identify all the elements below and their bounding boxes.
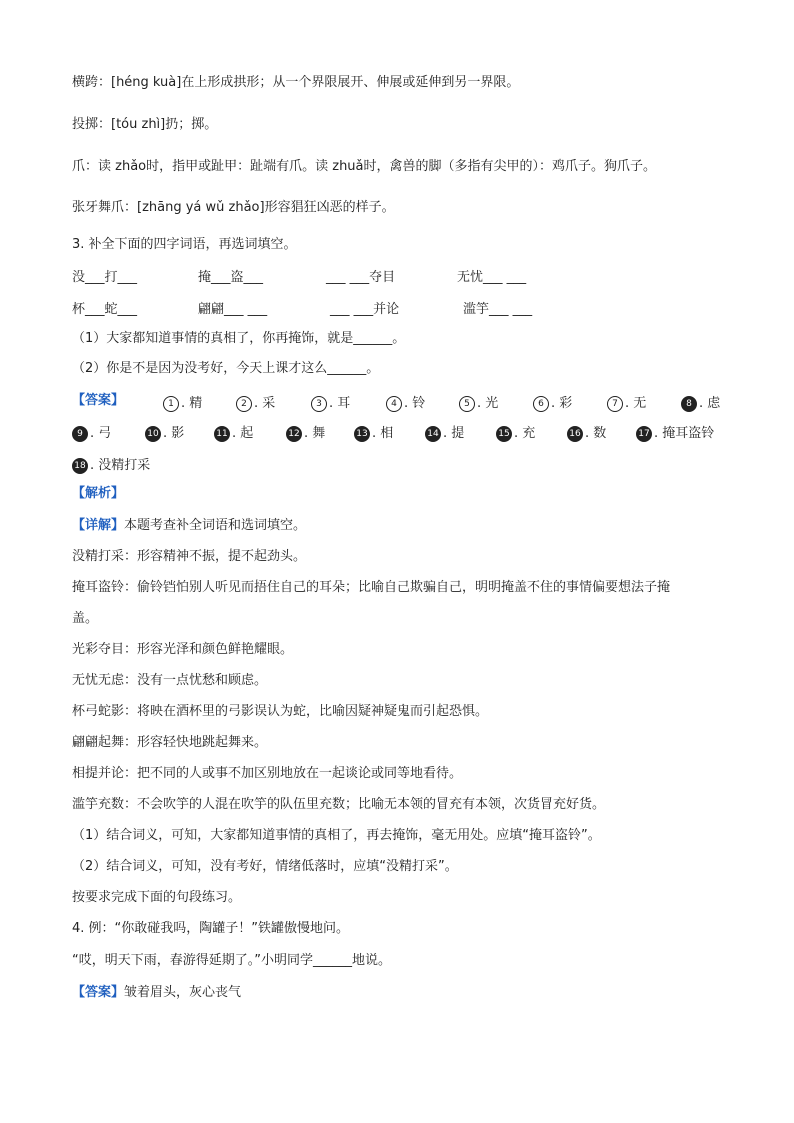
answer-item: 18 . 没精打采 <box>72 454 150 474</box>
answer-item: 13 . 相 <box>354 422 393 442</box>
answer-line <box>72 984 241 1002</box>
word-blank: 没___打___ <box>72 270 138 285</box>
question-title: 3. 补全下面的四字词语，再选词填空。 <box>72 237 297 252</box>
answer-item: 9 . 弓 <box>72 422 111 442</box>
question-line: “哎，明天下雨，春游得延期了。”小明同学______地说。 <box>72 953 391 968</box>
explanation-line: 盖。 <box>72 611 99 626</box>
sub-question: （1）大家都知道事情的真相了，你再掩饰，就是______。 <box>72 331 406 346</box>
word-blank: 滥竽___ ___ <box>463 302 533 317</box>
answer-item: 11 . 起 <box>214 422 253 442</box>
definition-line: 投掷：[tóu zhì]扔；掷。 <box>72 117 218 132</box>
detail-line <box>72 517 306 535</box>
explanation-line: 掩耳盗铃：偷铃铛怕别人听见而捂住自己的耳朵；比喻自己欺骗自己，明明掩盖不住的事情偏要想法子掩 <box>72 580 671 595</box>
explanation-line: 相提并论：把不同的人或事不加区别地放在一起谈论或同等地看待。 <box>72 766 463 781</box>
word-blank: 杯___蛇___ <box>72 302 138 317</box>
answer-label-text: 【答案】 <box>72 393 125 408</box>
sub-question: （2）你是不是因为没考好，今天上课才这么______。 <box>72 361 380 376</box>
answer-item: 17 . 掩耳盗铃 <box>636 422 714 442</box>
definition-line: 爪：读 zhǎo时，指甲或趾甲：趾端有爪。读 zhuǎ时，禽兽的脚（多指有尖甲的）：鸡爪子。狗爪子。 <box>72 159 657 174</box>
answer-label-text: 【答案】 <box>72 985 125 1000</box>
answer-item: 14 . 提 <box>425 422 464 442</box>
answer-item: 10 . 影 <box>145 422 184 442</box>
answer-item: 12 . 舞 <box>286 422 325 442</box>
word-blank: 掩___盗___ <box>198 270 264 285</box>
explanation-line: 光彩夺目：形容光泽和颜色鲜艳耀眼。 <box>72 642 294 657</box>
explanation-line: 没精打采：形容精神不振，提不起劲头。 <box>72 549 307 564</box>
analysis-label: 【解析】 <box>72 486 125 501</box>
answer-item: 1 . 精 <box>163 392 202 412</box>
explanation-line: （1）结合词义，可知，大家都知道事情的真相了，再去掩饰，毫无用处。应填“掩耳盗铃”。 <box>72 828 601 843</box>
question-title: 4. 例：“你敢碰我吗，陶罐子！”铁罐傲慢地问。 <box>72 921 350 936</box>
detail-text: 本题考查补全词语和选词填空。 <box>124 518 307 533</box>
explanation-line: 翩翩起舞：形容轻快地跳起舞来。 <box>72 735 268 750</box>
answer-item: 5 . 光 <box>459 392 498 412</box>
explanation-line: 滥竽充数：不会吹竽的人混在吹竽的队伍里充数；比喻无本领的冒充有本领，次货冒充好货。 <box>72 797 606 812</box>
answer-item: 3 . 耳 <box>311 392 350 412</box>
answer-item: 7 . 无 <box>607 392 646 412</box>
answer-label <box>72 392 124 410</box>
word-blank: 翩翩___ ___ <box>198 302 268 317</box>
answer-item: 4 . 铃 <box>386 392 425 412</box>
explanation-line: （2）结合词义，可知，没有考好，情绪低落时，应填“没精打采”。 <box>72 859 458 874</box>
explanation-line: 无忧无虑：没有一点忧愁和顾虑。 <box>72 673 268 688</box>
instruction-line: 按要求完成下面的句段练习。 <box>72 890 242 905</box>
word-blank: 无忧___ ___ <box>457 270 527 285</box>
answer-item: 6 . 彩 <box>533 392 572 412</box>
explanation-line: 杯弓蛇影：将映在酒杯里的弓影误认为蛇，比喻因疑神疑鬼而引起恐惧。 <box>72 704 489 719</box>
detail-label: 【详解】 <box>72 518 125 533</box>
answer-item: 15 . 充 <box>496 422 535 442</box>
answer-item: 2 . 采 <box>236 392 275 412</box>
definition-line: 张牙舞爪：[zhāng yá wǔ zhǎo]形容猖狂凶恶的样子。 <box>72 200 395 215</box>
word-blank: ___ ___并论 <box>330 302 400 317</box>
answer-item: 8 . 虑 <box>681 392 720 412</box>
answer-item: 16 . 数 <box>567 422 606 442</box>
definition-line: 横跨：[héng kuà]在上形成拱形；从一个界限展开、伸展或延伸到另一界限。 <box>72 75 520 90</box>
word-blank: ___ ___夺目 <box>326 270 396 285</box>
answer-text: 皱着眉头，灰心丧气 <box>124 985 242 1000</box>
